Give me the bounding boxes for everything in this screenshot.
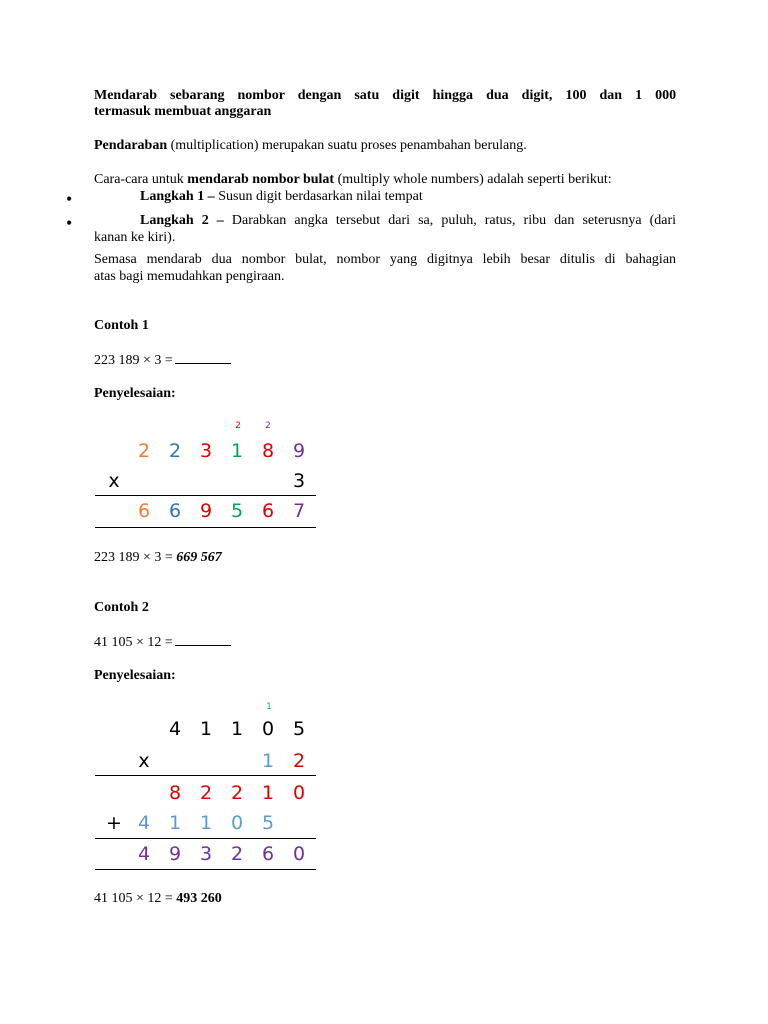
result-digit: 9	[199, 500, 213, 522]
carry-digit: 1	[266, 702, 272, 712]
title-line-2: termasuk membuat anggaran	[94, 104, 272, 119]
sum-line	[95, 495, 316, 496]
bullet-2: •	[66, 213, 73, 233]
result-digit: 6	[137, 500, 151, 522]
partial-product-digit: 2	[199, 782, 213, 804]
result-line	[95, 869, 316, 870]
definition-text: (multiplication) merupakan suatu proses penambahan berulang.	[167, 138, 527, 153]
result-digit: 6	[261, 843, 275, 865]
multiplier-digit: 3	[292, 470, 306, 492]
result-digit: 6	[261, 500, 275, 522]
example-1-question: 223 189 × 3 =	[94, 352, 231, 369]
intro-text: Cara-cara untuk mendarab nombor bulat (multiply whole numbers) adalah seperti berikut:	[94, 172, 612, 187]
partial-product-digit: 1	[199, 812, 213, 834]
example-2-question: 41 105 × 12 =	[94, 634, 231, 651]
answer-blank	[175, 352, 231, 364]
step-2-line-2: kanan ke kiri).	[94, 230, 176, 245]
multiplicand-digit: 3	[199, 440, 213, 462]
title-line-1: Mendarab sebarang nombor dengan satu digit hingga dua digit, 100 dan 1 000	[94, 88, 677, 103]
result-digit: 6	[168, 500, 182, 522]
note-line-1: Semasa mendarab dua nombor bulat, nombor yang digitnya lebih besar ditulis di bahagian	[94, 252, 677, 267]
multiplicand-digit: 9	[292, 440, 306, 462]
multiplicand-digit: 1	[199, 718, 213, 740]
definition-term: Pendaraban	[94, 138, 168, 153]
result-line	[95, 527, 316, 528]
example-2-answer: 41 105 × 12 = 493 260	[94, 891, 222, 906]
partial-product-digit: 1	[261, 782, 275, 804]
multiplicand-digit: 1	[230, 440, 244, 462]
answer-blank	[175, 634, 231, 646]
multiplier-digit: 1	[261, 750, 275, 772]
partial-product-digit: 8	[168, 782, 182, 804]
result-digit: 4	[137, 843, 151, 865]
step-2-line-1: Langkah 2 – Darabkan angka tersebut dari sa, puluh, ratus, ribu dan seterusnya (dari	[140, 213, 677, 228]
partial-product-digit: 0	[292, 782, 306, 804]
multiplicand-digit: 5	[292, 718, 306, 740]
result-digit: 2	[230, 843, 244, 865]
multiplicand-digit: 2	[137, 440, 151, 462]
example-2-solution-label: Penyelesaian:	[94, 668, 176, 683]
note-line-2: atas bagi memudahkan pengiraan.	[94, 269, 285, 284]
definition	[94, 138, 527, 154]
multiply-operator: x	[108, 470, 120, 492]
result-digit: 5	[230, 500, 244, 522]
step-1: Langkah 1 – Susun digit berdasarkan nilai tempat	[140, 189, 423, 204]
sum-line	[95, 775, 316, 776]
multiply-operator: x	[138, 750, 150, 772]
result-digit: 7	[292, 500, 306, 522]
multiplier-digit: 2	[292, 750, 306, 772]
carry-digit: 2	[265, 421, 271, 431]
multiplicand-digit: 8	[261, 440, 275, 462]
partial-product-digit: 5	[261, 812, 275, 834]
bullet-1: •	[66, 189, 73, 209]
example-1-answer: 223 189 × 3 = 669 567	[94, 550, 222, 565]
partial-product-digit: 2	[230, 782, 244, 804]
multiplicand-digit: 1	[230, 718, 244, 740]
multiplicand-digit: 4	[168, 718, 182, 740]
partial-product-digit: 4	[137, 812, 151, 834]
multiplicand-digit: 2	[168, 440, 182, 462]
example-1-heading: Contoh 1	[94, 318, 149, 333]
multiplicand-digit: 0	[261, 718, 275, 740]
carry-digit: 2	[235, 421, 241, 431]
result-digit: 9	[168, 843, 182, 865]
example-2-heading: Contoh 2	[94, 600, 149, 615]
result-digit: 3	[199, 843, 213, 865]
sum-line	[95, 838, 316, 839]
plus-operator: +	[106, 812, 122, 834]
partial-product-digit: 1	[168, 812, 182, 834]
result-digit: 0	[292, 843, 306, 865]
partial-product-digit: 0	[230, 812, 244, 834]
example-1-solution-label: Penyelesaian:	[94, 386, 176, 401]
